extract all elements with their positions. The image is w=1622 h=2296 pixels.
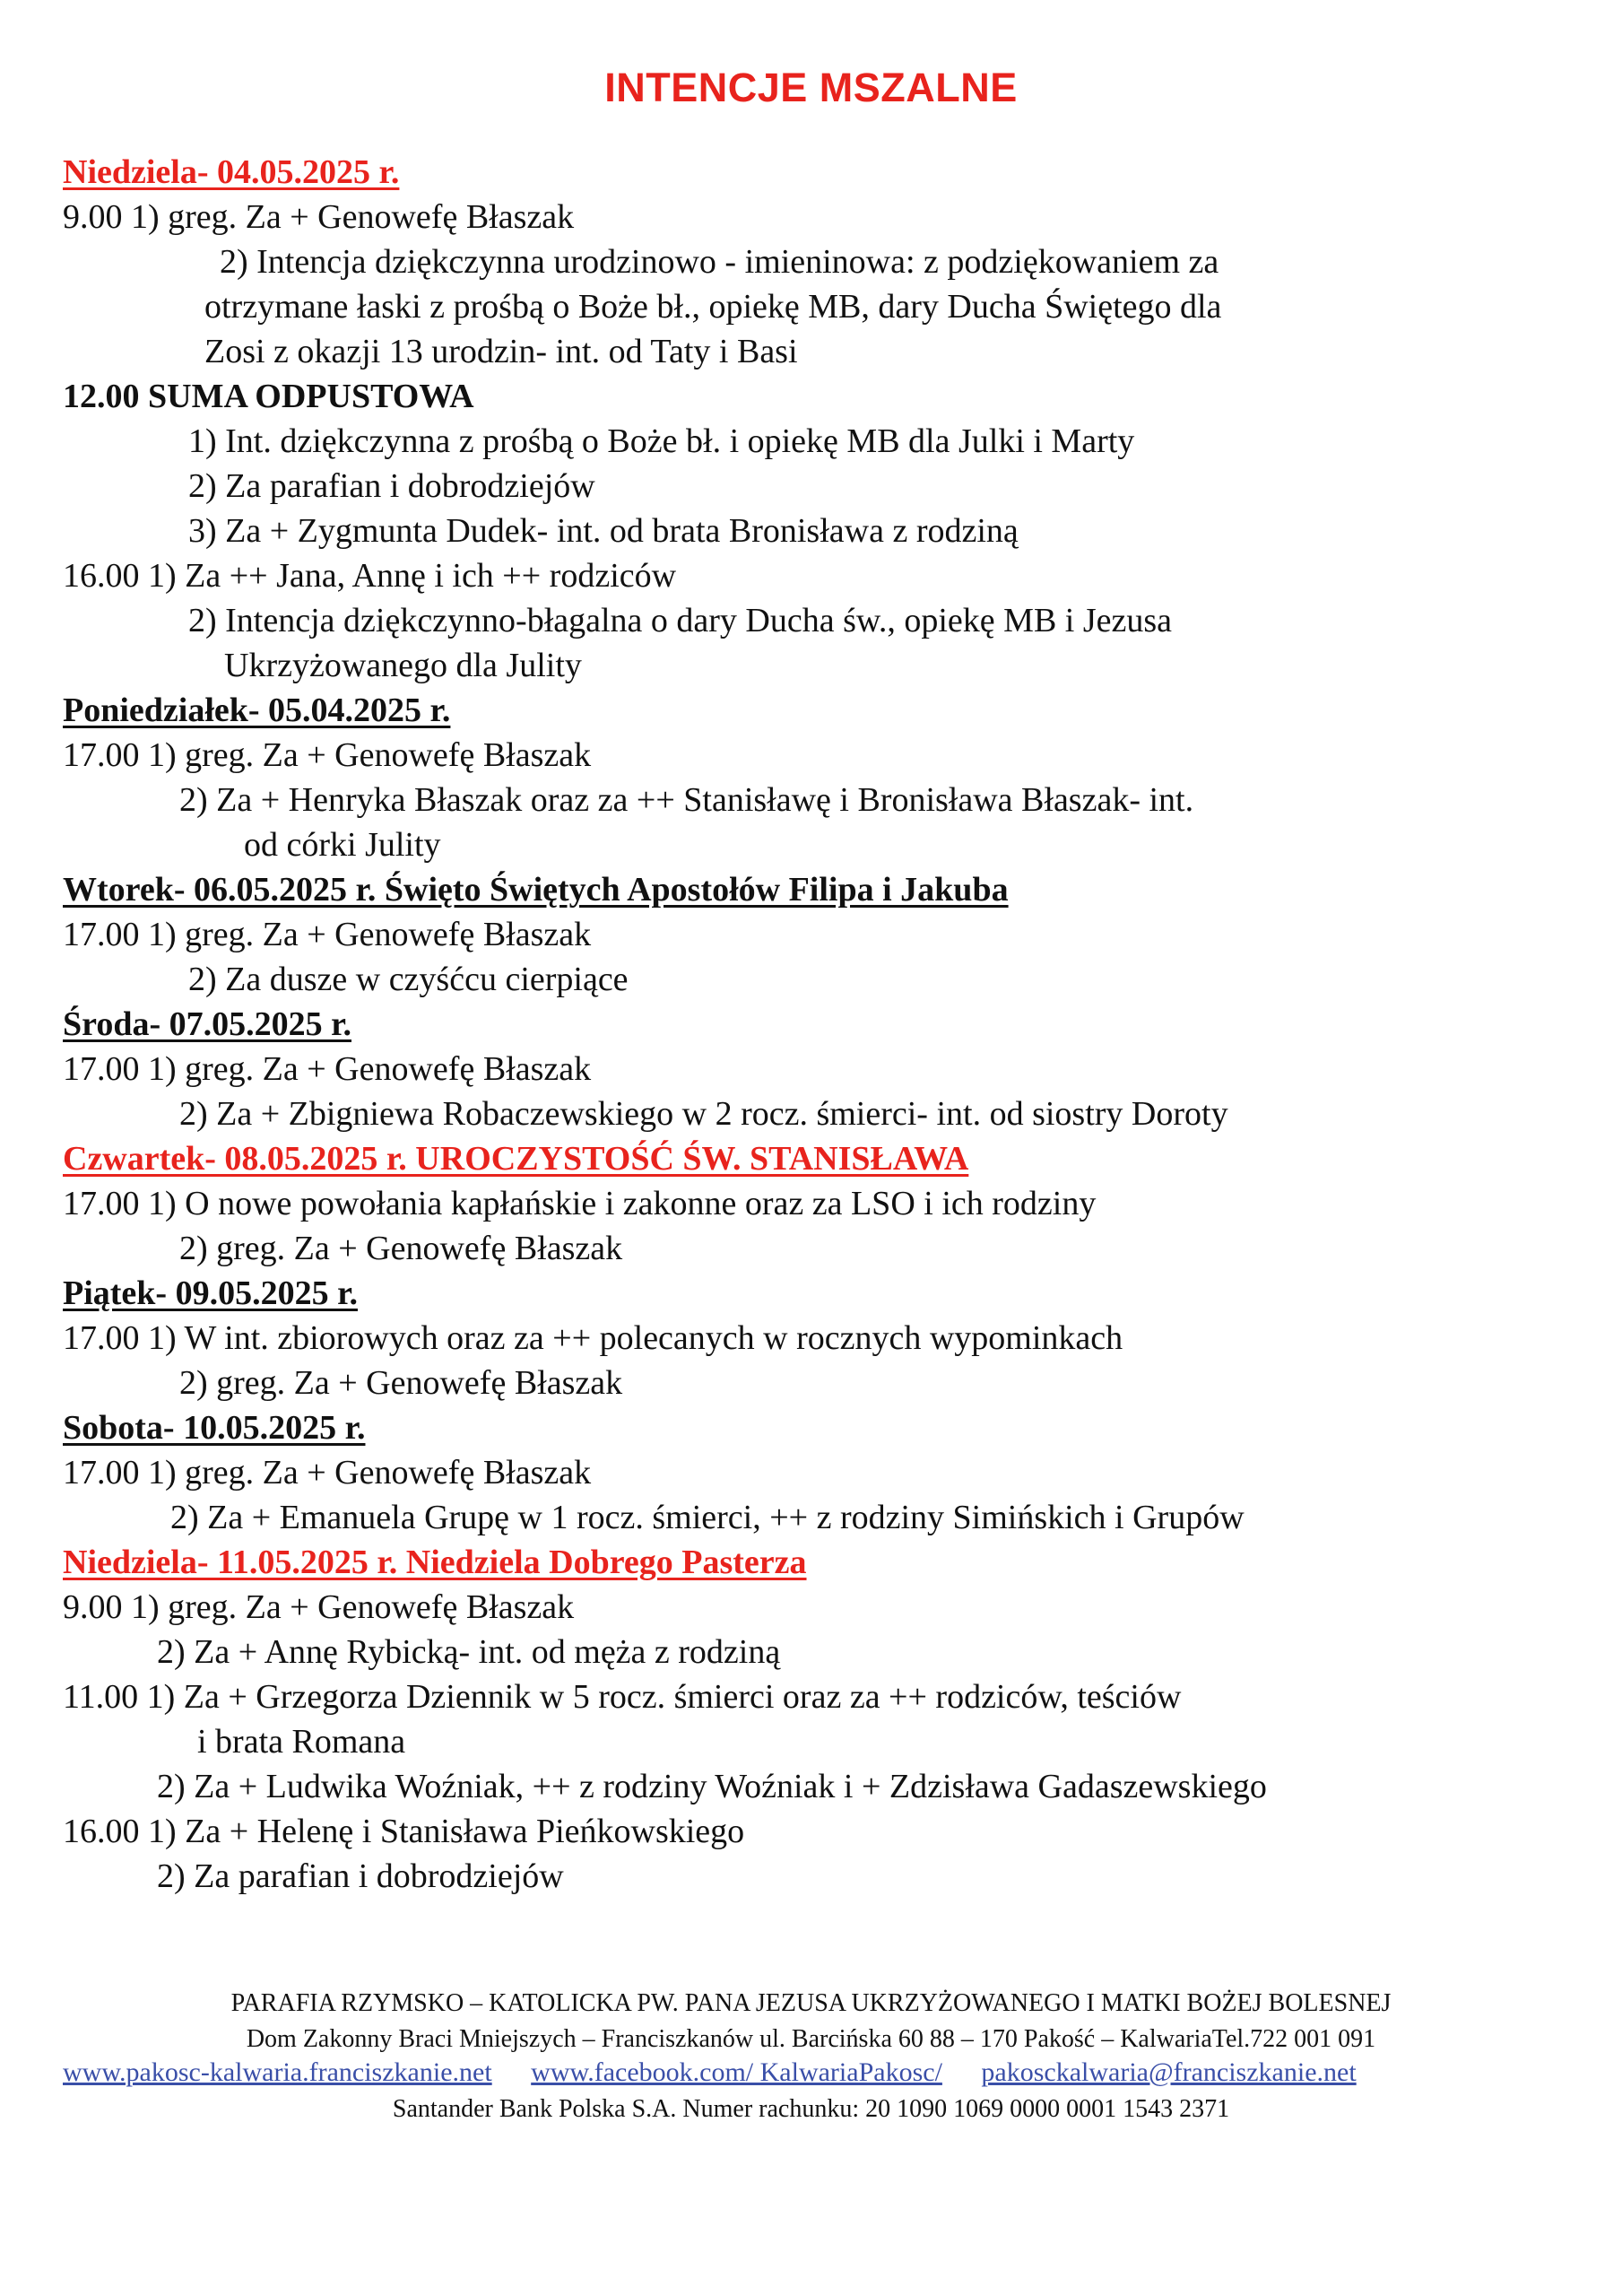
intention-line (204, 285, 1221, 328)
page-title: INTENCJE MSZALNE (604, 65, 1018, 110)
intention-text: 9.00 1) greg. Za + Genowefę Błaszak (63, 1588, 575, 1626)
footer-parish-name: PARAFIA RZYMSKO – KATOLICKA PW. PANA JEZUSA UKRZYŻOWANEGO I MATKI BOŻEJ BOLESNEJ (230, 1989, 1392, 2017)
intention-text: 2) Za + Emanuela Grupę w 1 rocz. śmierci, ++ z rodziny Simińskich i Grupów (170, 1499, 1245, 1536)
day-heading (63, 1406, 365, 1449)
intention-line (63, 196, 574, 239)
intention-line (197, 1720, 405, 1763)
intention-line (220, 240, 1219, 283)
intention-text: 17.00 1) O nowe powołania kapłańskie i zakonne oraz za LSO i ich rodziny (63, 1185, 1097, 1222)
intention-text: 17.00 1) greg. Za + Genowefę Błaszak (63, 1454, 592, 1492)
day-heading-text: Piątek- 09.05.2025 r. (63, 1274, 358, 1312)
intention-text: 2) greg. Za + Genowefę Błaszak (179, 1230, 623, 1267)
intention-line (157, 1765, 1267, 1808)
intention-line (179, 778, 1193, 822)
intention-text: 2) Za dusze w czyśćcu cierpiące (188, 961, 629, 998)
intention-line (170, 1496, 1245, 1539)
intention-line (179, 1092, 1228, 1135)
day-heading-text: Środa- 07.05.2025 r. (63, 1005, 351, 1043)
intention-line (63, 1810, 744, 1853)
intention-text: 11.00 1) Za + Grzegorza Dziennik w 5 rocz. śmierci oraz za ++ rodziców, teściów (63, 1678, 1182, 1716)
intention-line (188, 599, 1172, 642)
intention-line (179, 1361, 622, 1405)
facebook-link[interactable]: www.facebook.com/ KalwariaPakosc/ (531, 2057, 942, 2087)
intention-text: 2) Za + Henryka Błaszak oraz za ++ Stanisławę i Bronisława Błaszak- int. (179, 781, 1194, 819)
day-heading-text: Niedziela- 11.05.2025 r. Niedziela Dobrego Pasterza (63, 1544, 807, 1581)
intention-text: 9.00 1) greg. Za + Genowefę Błaszak (63, 198, 575, 236)
intention-text: 2) greg. Za + Genowefę Błaszak (179, 1364, 623, 1402)
mass-time-heading-text: 12.00 SUMA ODPUSTOWA (63, 378, 474, 415)
intention-line (63, 734, 591, 777)
footer-address: Dom Zakonny Braci Mniejszych – Franciszkanów ul. Barcińska 60 88 – 170 Pakość – KalwariaTel.722 001 091 (246, 2025, 1376, 2053)
intention-text: Ukrzyżowanego dla Julity (224, 647, 582, 684)
intention-text: 17.00 1) greg. Za + Genowefę Błaszak (63, 916, 592, 953)
intention-line (188, 509, 1019, 552)
intention-line (63, 913, 591, 956)
intention-line (63, 554, 676, 597)
intention-text: 17.00 1) greg. Za + Genowefę Błaszak (63, 736, 592, 774)
intention-text: 2) Za + Ludwika Woźniak, ++ z rodziny Woźniak i + Zdzisława Gadaszewskiego (157, 1768, 1267, 1805)
intention-text: 17.00 1) W int. zbiorowych oraz za ++ polecanych w rocznych wypominkach (63, 1319, 1123, 1357)
intention-line (157, 1631, 780, 1674)
intention-line (63, 1317, 1123, 1360)
intention-text: otrzymane łaski z prośbą o Boże bł., opiekę MB, dary Ducha Świętego dla (204, 288, 1222, 326)
intention-line (179, 1227, 622, 1270)
intention-line (63, 1586, 574, 1629)
intention-text: 2) Za parafian i dobrodziejów (188, 467, 595, 505)
intention-text: i brata Romana (197, 1723, 406, 1761)
intention-text: 16.00 1) Za ++ Jana, Annę i ich ++ rodziców (63, 557, 677, 595)
day-heading (63, 1137, 968, 1180)
day-heading (63, 868, 1009, 911)
intention-text: od córki Julity (244, 826, 441, 864)
day-heading-text: Wtorek- 06.05.2025 r. Święto Świętych Apostołów Filipa i Jakuba (63, 871, 1009, 909)
intention-text: 1) Int. dziękczynna z prośbą o Boże bł. i opiekę MB dla Julki i Marty (188, 422, 1135, 460)
intention-text: 2) Za + Annę Rybicką- int. od męża z rodziną (157, 1633, 781, 1671)
intention-line (157, 1855, 564, 1898)
day-heading-text: Czwartek- 08.05.2025 r. UROCZYSTOŚĆ ŚW. STANISŁAWA (63, 1140, 969, 1178)
intention-line (188, 420, 1134, 463)
day-heading (63, 1541, 807, 1584)
day-heading (63, 1272, 358, 1315)
day-heading-text: Poniedziałek- 05.04.2025 r. (63, 691, 451, 729)
website-link[interactable]: www.pakosc-kalwaria.franciszkanie.net (63, 2057, 492, 2087)
intention-text: 17.00 1) greg. Za + Genowefę Błaszak (63, 1050, 592, 1088)
intention-line (63, 1675, 1181, 1718)
day-heading (63, 151, 399, 194)
footer-links (63, 2057, 1389, 2088)
intention-line (63, 1048, 591, 1091)
intention-line (188, 465, 595, 508)
intention-text: 2) Intencja dziękczynno-błagalna o dary Ducha św., opiekę MB i Jezusa (188, 602, 1173, 639)
intention-text: 2) Intencja dziękczynna urodzinowo - imieninowa: z podziękowaniem za (220, 243, 1219, 281)
footer-bank-account: Santander Bank Polska S.A. Numer rachunku: 20 1090 1069 0000 0001 1543 2371 (392, 2095, 1230, 2123)
intention-line (188, 958, 629, 1001)
intention-text: 16.00 1) Za + Helenę i Stanisława Pieńkowskiego (63, 1813, 745, 1850)
day-heading (63, 1003, 351, 1046)
intention-text: Zosi z okazji 13 urodzin- int. od Taty i Basi (204, 333, 798, 370)
intention-line (63, 1451, 591, 1494)
day-heading-text: Sobota- 10.05.2025 r. (63, 1409, 366, 1447)
intention-line (63, 1182, 1096, 1225)
intention-line (244, 823, 441, 866)
day-heading-text: Niedziela- 04.05.2025 r. (63, 153, 400, 191)
mass-time-heading (63, 375, 474, 418)
email-link[interactable]: pakosckalwaria@franciszkanie.net (981, 2057, 1357, 2087)
intention-line (204, 330, 798, 373)
intention-text: 2) Za parafian i dobrodziejów (157, 1857, 564, 1895)
intention-text: 2) Za + Zbigniewa Robaczewskiego w 2 rocz. śmierci- int. od siostry Doroty (179, 1095, 1228, 1133)
intention-line (224, 644, 582, 687)
intention-text: 3) Za + Zygmunta Dudek- int. od brata Bronisława z rodziną (188, 512, 1019, 550)
day-heading (63, 689, 450, 732)
